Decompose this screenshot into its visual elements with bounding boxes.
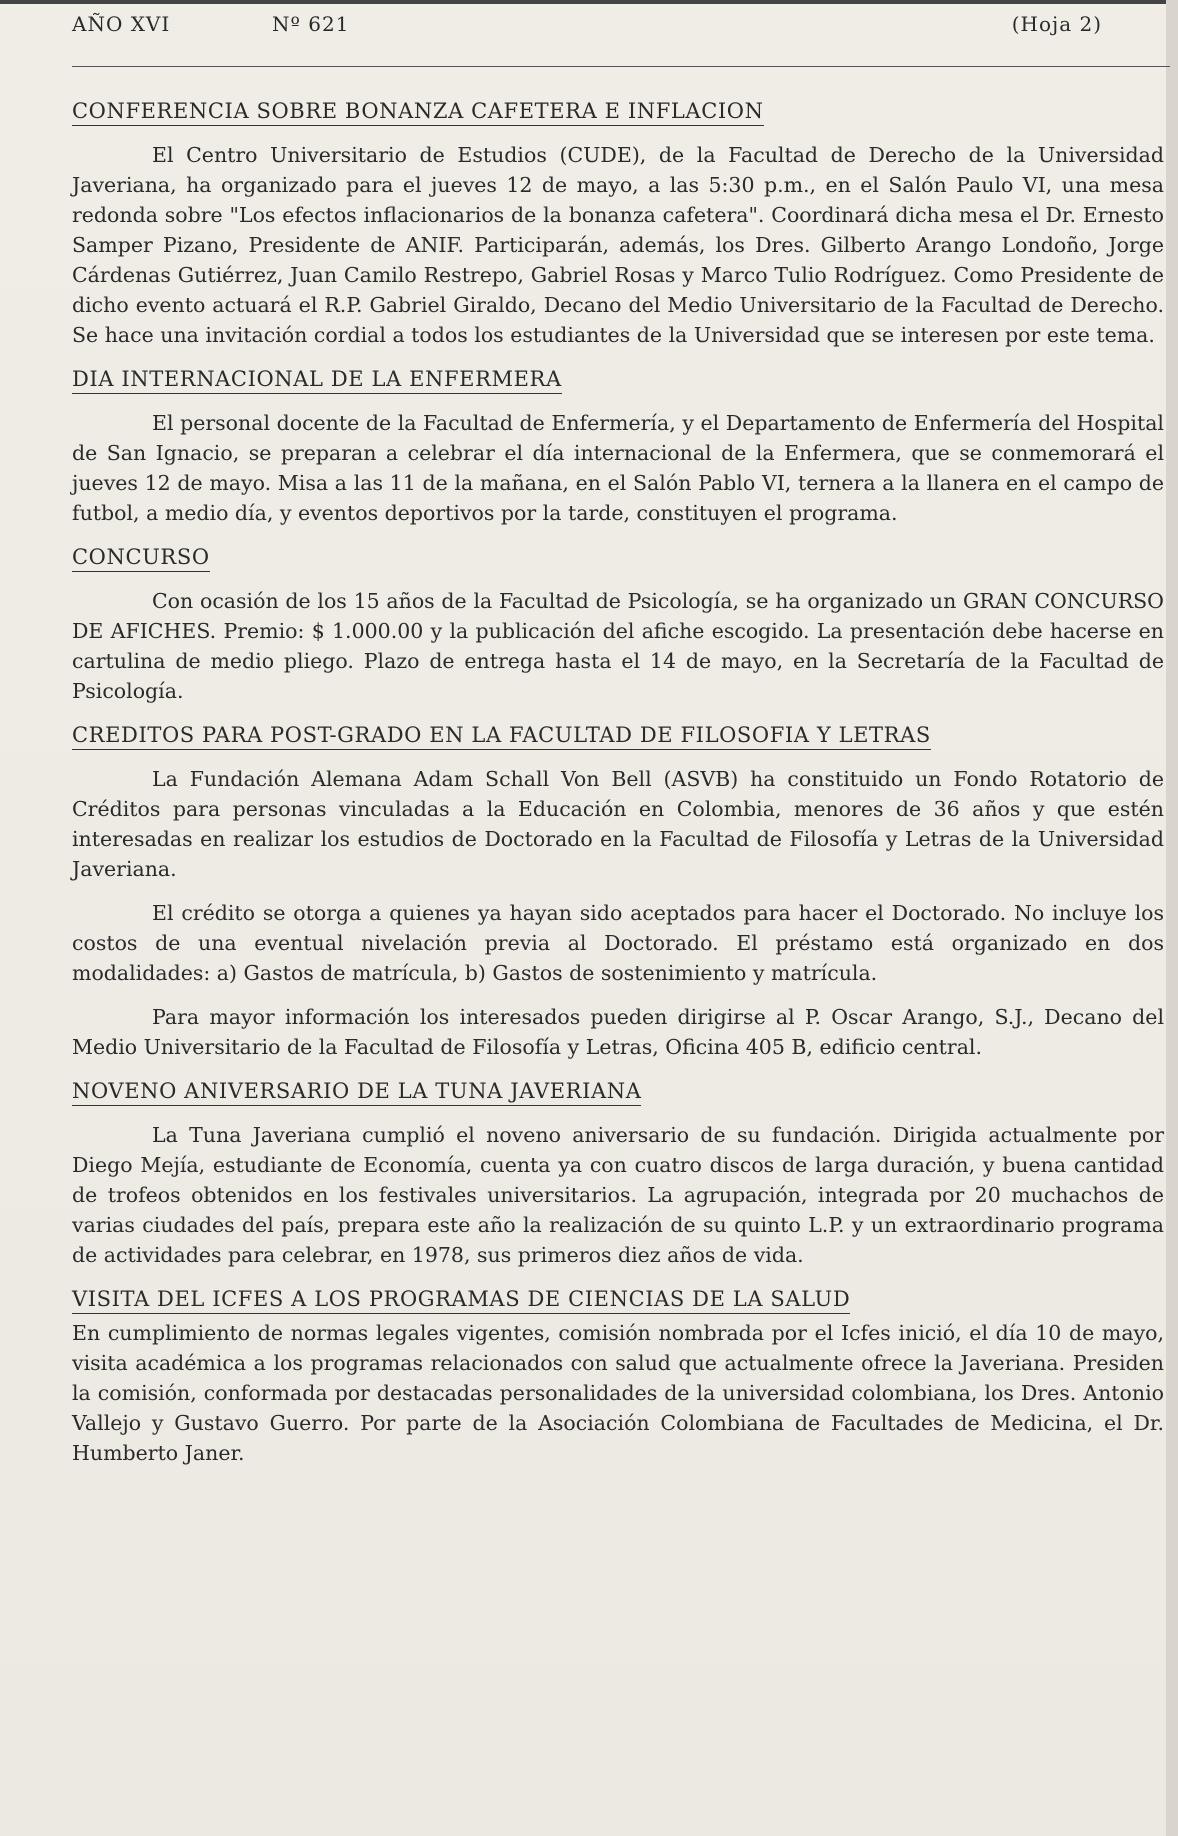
- paragraph: La Fundación Alemana Adam Schall Von Bell (ASVB) ha constituido un Fondo Rotatorio de Créditos para personas vinculadas a la Educación en Colombia, menores de 36 años y que estén interesadas en realizar los estudios de Doctorado en la Facultad de Filosofía y Letras de la Universidad Javeriana.: [72, 767, 1164, 881]
- section-tuna: [72, 1076, 1164, 1270]
- section-title: CREDITOS PARA POST-GRADO EN LA FACULTAD DE FILOSOFIA Y LETRAS: [72, 722, 931, 750]
- paragraph: El crédito se otorga a quienes ya hayan sido aceptados para hacer el Doctorado. No incluye los costos de una eventual nivelación previa al Doctorado. El préstamo está organizado en dos modalidades: a) Gastos de matrícula, b) Gastos de sostenimiento y matrícula.: [72, 901, 1164, 985]
- section-icfes: [72, 1284, 1164, 1468]
- paragraph: Para mayor información los interesados pueden dirigirse al P. Oscar Arango, S.J., Decano del Medio Universitario de la Facultad de Filosofía y Letras, Oficina 405 B, edificio central.: [72, 1005, 1164, 1059]
- page-top-edge: [0, 0, 1178, 4]
- section-title: CONFERENCIA SOBRE BONANZA CAFETERA E INFLACION: [72, 98, 764, 126]
- section-conferencia: [72, 96, 1164, 350]
- document-body: [72, 96, 1164, 1482]
- page-header: [72, 12, 1102, 44]
- page-right-edge: [1166, 0, 1178, 1836]
- section-creditos: [72, 720, 1164, 1062]
- paragraph: La Tuna Javeriana cumplió el noveno aniversario de su fundación. Dirigida actualmente por Diego Mejía, estudiante de Economía, cuenta ya con cuatro discos de larga duración, y buena cantidad de trofeos obtenidos en los festivales universitarios. La agrupación, integrada por 20 muchachos de varias ciudades del país, prepara este año la realización de su quinto L.P. y un extraordinario programa de actividades para celebrar, en 1978, sus primeros diez años de vida.: [72, 1123, 1164, 1267]
- paragraph: Con ocasión de los 15 años de la Facultad de Psicología, se ha organizado un GRAN CONCURSO DE AFICHES. Premio: $ 1.000.00 y la publicación del afiche escogido. La presentación debe hacerse en cartulina de medio pliego. Plazo de entrega hasta el 14 de mayo, en la Secretaría de la Facultad de Psicología.: [72, 589, 1164, 703]
- section-enfermera: [72, 364, 1164, 528]
- header-number: Nº 621: [272, 12, 350, 36]
- paragraph: El personal docente de la Facultad de Enfermería, y el Departamento de Enfermería del Hospital de San Ignacio, se preparan a celebrar el día internacional de la Enfermera, que se conmemorará el jueves 12 de mayo. Misa a las 11 de la mañana, en el Salón Pablo VI, ternera a la llanera en el campo de futbol, a medio día, y eventos deportivos por la tarde, constituyen el programa.: [72, 411, 1164, 525]
- paragraph: En cumplimiento de normas legales vigentes, comisión nombrada por el Icfes inició, el día 10 de mayo, visita académica a los programas relacionados con salud que actualmente ofrece la Javeriana. Presiden la comisión, conformada por destacadas personalidades de la universidad colombiana, los Dres. Antonio Vallejo y Gustavo Guerro. Por parte de la Asociación Colombiana de Facultades de Medicina, el Dr. Humberto Janer.: [72, 1321, 1164, 1465]
- header-year: AÑO XVI: [72, 12, 171, 36]
- section-title: CONCURSO: [72, 544, 210, 572]
- paragraph: El Centro Universitario de Estudios (CUDE), de la Facultad de Derecho de la Universidad Javeriana, ha organizado para el jueves 12 de mayo, a las 5:30 p.m., en el Salón Paulo VI, una mesa redonda sobre "Los efectos inflacionarios de la bonanza cafetera". Coordinará dicha mesa el Dr. Ernesto Samper Pizano, Presidente de ANIF. Participarán, además, los Dres. Gilberto Arango Londoño, Jorge Cárdenas Gutiérrez, Juan Camilo Restrepo, Gabriel Rosas y Marco Tulio Rodríguez. Como Presidente de dicho evento actuará el R.P. Gabriel Giraldo, Decano del Medio Universitario de la Facultad de Derecho. Se hace una invitación cordial a todos los estudiantes de la Universidad que se interesen por este tema.: [72, 143, 1164, 347]
- section-title: VISITA DEL ICFES A LOS PROGRAMAS DE CIENCIAS DE LA SALUD: [72, 1286, 850, 1314]
- section-title: NOVENO ANIVERSARIO DE LA TUNA JAVERIANA: [72, 1078, 641, 1106]
- header-rule: [72, 66, 1170, 67]
- section-concurso: [72, 542, 1164, 706]
- header-sheet: (Hoja 2): [1011, 12, 1102, 36]
- section-title: DIA INTERNACIONAL DE LA ENFERMERA: [72, 366, 562, 394]
